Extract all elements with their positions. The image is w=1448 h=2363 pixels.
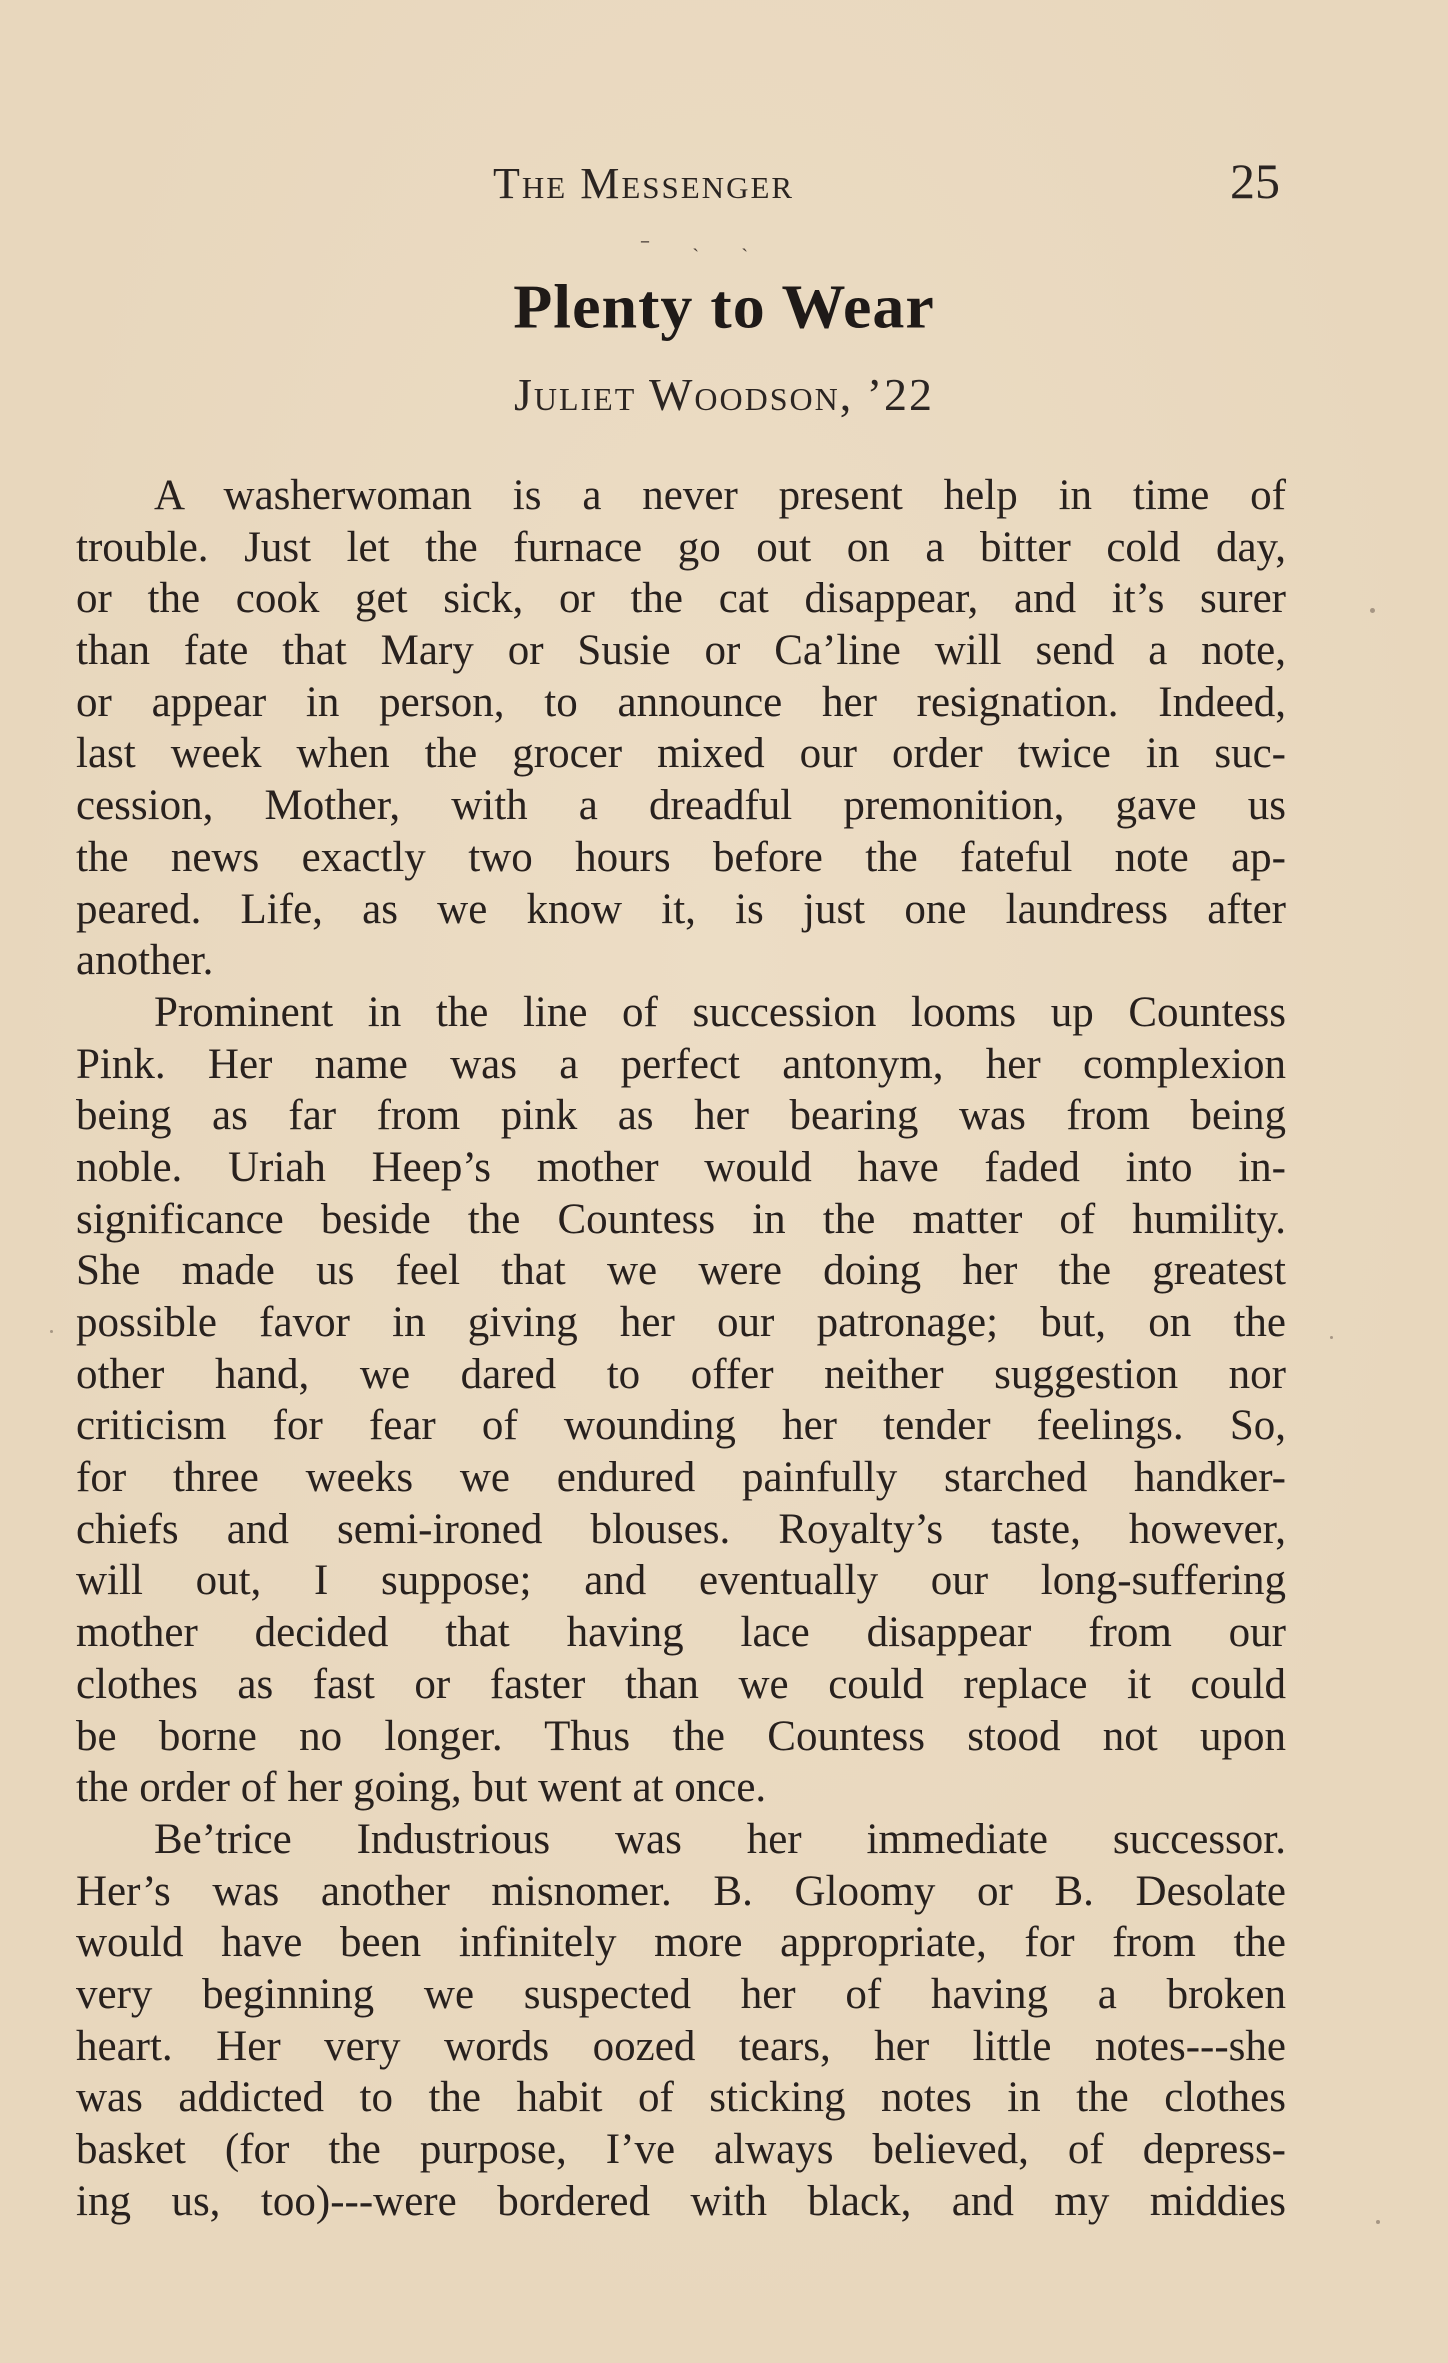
- text-line: cession, Mother, with a dreadful premonition, gave us: [76, 782, 1286, 830]
- text-line: noble. Uriah Heep’s mother would have faded into in-: [76, 1143, 1286, 1191]
- text-line: trouble. Just let the furnace go out on a bitter cold day,: [76, 523, 1286, 571]
- text-line: She made us feel that we were doing her the greatest: [76, 1247, 1286, 1295]
- paper-speck: [1370, 608, 1375, 613]
- text-line: was addicted to the habit of sticking notes in the clothes: [76, 2074, 1286, 2122]
- text-line: peared. Life, as we know it, is just one laundress after: [76, 885, 1286, 933]
- text-line: heart. Her very words oozed tears, her little notes---she: [76, 2022, 1286, 2070]
- paper-speck: [1330, 1336, 1333, 1339]
- ornament-mark: – ˎ ˎ: [640, 228, 767, 252]
- text-line: will out, I suppose; and eventually our long-suffering: [76, 1557, 1286, 1605]
- running-head: [0, 150, 1448, 210]
- text-line: would have been infinitely more appropriate, for from the: [76, 1919, 1286, 1967]
- text-line: chiefs and semi-ironed blouses. Royalty’s taste, however,: [76, 1505, 1286, 1553]
- text-line: or appear in person, to announce her resignation. Indeed,: [76, 678, 1286, 726]
- text-line: the order of her going, but went at once.: [76, 1764, 767, 1812]
- text-line: being as far from pink as her bearing was from being: [76, 1092, 1286, 1140]
- text-line: another.: [76, 937, 214, 985]
- article-body: [76, 470, 1286, 2227]
- text-line: ing us, too)---were bordered with black, and my middies: [76, 2177, 1286, 2225]
- article-byline: Juliet Woodson, ’22: [513, 369, 935, 420]
- text-line: than fate that Mary or Susie or Ca’line will send a note,: [76, 627, 1286, 675]
- text-line: significance beside the Countess in the matter of humility.: [76, 1195, 1286, 1243]
- text-line: mother decided that having lace disappear from our: [76, 1609, 1286, 1657]
- article-title: Plenty to Wear: [513, 271, 935, 342]
- text-line: very beginning we suspected her of having a broken: [76, 1970, 1286, 2018]
- text-line: Her’s was another misnomer. B. Gloomy or B. Desolate: [76, 1867, 1286, 1915]
- text-line: possible favor in giving her our patronage; but, on the: [76, 1299, 1286, 1346]
- text-line: the news exactly two hours before the fateful note ap-: [76, 833, 1286, 881]
- running-title: The Messenger: [493, 159, 795, 208]
- text-line: Pink. Her name was a perfect antonym, her complexion: [76, 1040, 1286, 1088]
- text-line: basket (for the purpose, I’ve always believed, of depress-: [76, 2126, 1286, 2173]
- text-line: other hand, we dared to offer neither suggestion nor: [76, 1350, 1286, 1398]
- text-line: criticism for fear of wounding her tender feelings. So,: [76, 1402, 1286, 1450]
- text-line: last week when the grocer mixed our order twice in suc-: [76, 730, 1286, 778]
- text-line: or the cook get sick, or the cat disappear, and it’s surer: [76, 575, 1286, 623]
- text-line: for three weeks we endured painfully starched handker-: [76, 1454, 1286, 1502]
- text-line: Be’trice Industrious was her immediate successor.: [154, 1815, 1286, 1863]
- paper-speck: [50, 1330, 53, 1333]
- text-line: A washerwoman is a never present help in time of: [154, 472, 1286, 519]
- paper-speck: [1376, 2220, 1380, 2224]
- page-number: 25: [1230, 153, 1280, 209]
- text-line: Prominent in the line of succession looms up Countess: [154, 988, 1286, 1036]
- text-line: clothes as fast or faster than we could replace it could: [76, 1660, 1286, 1708]
- text-line: be borne no longer. Thus the Countess stood not upon: [76, 1712, 1286, 1760]
